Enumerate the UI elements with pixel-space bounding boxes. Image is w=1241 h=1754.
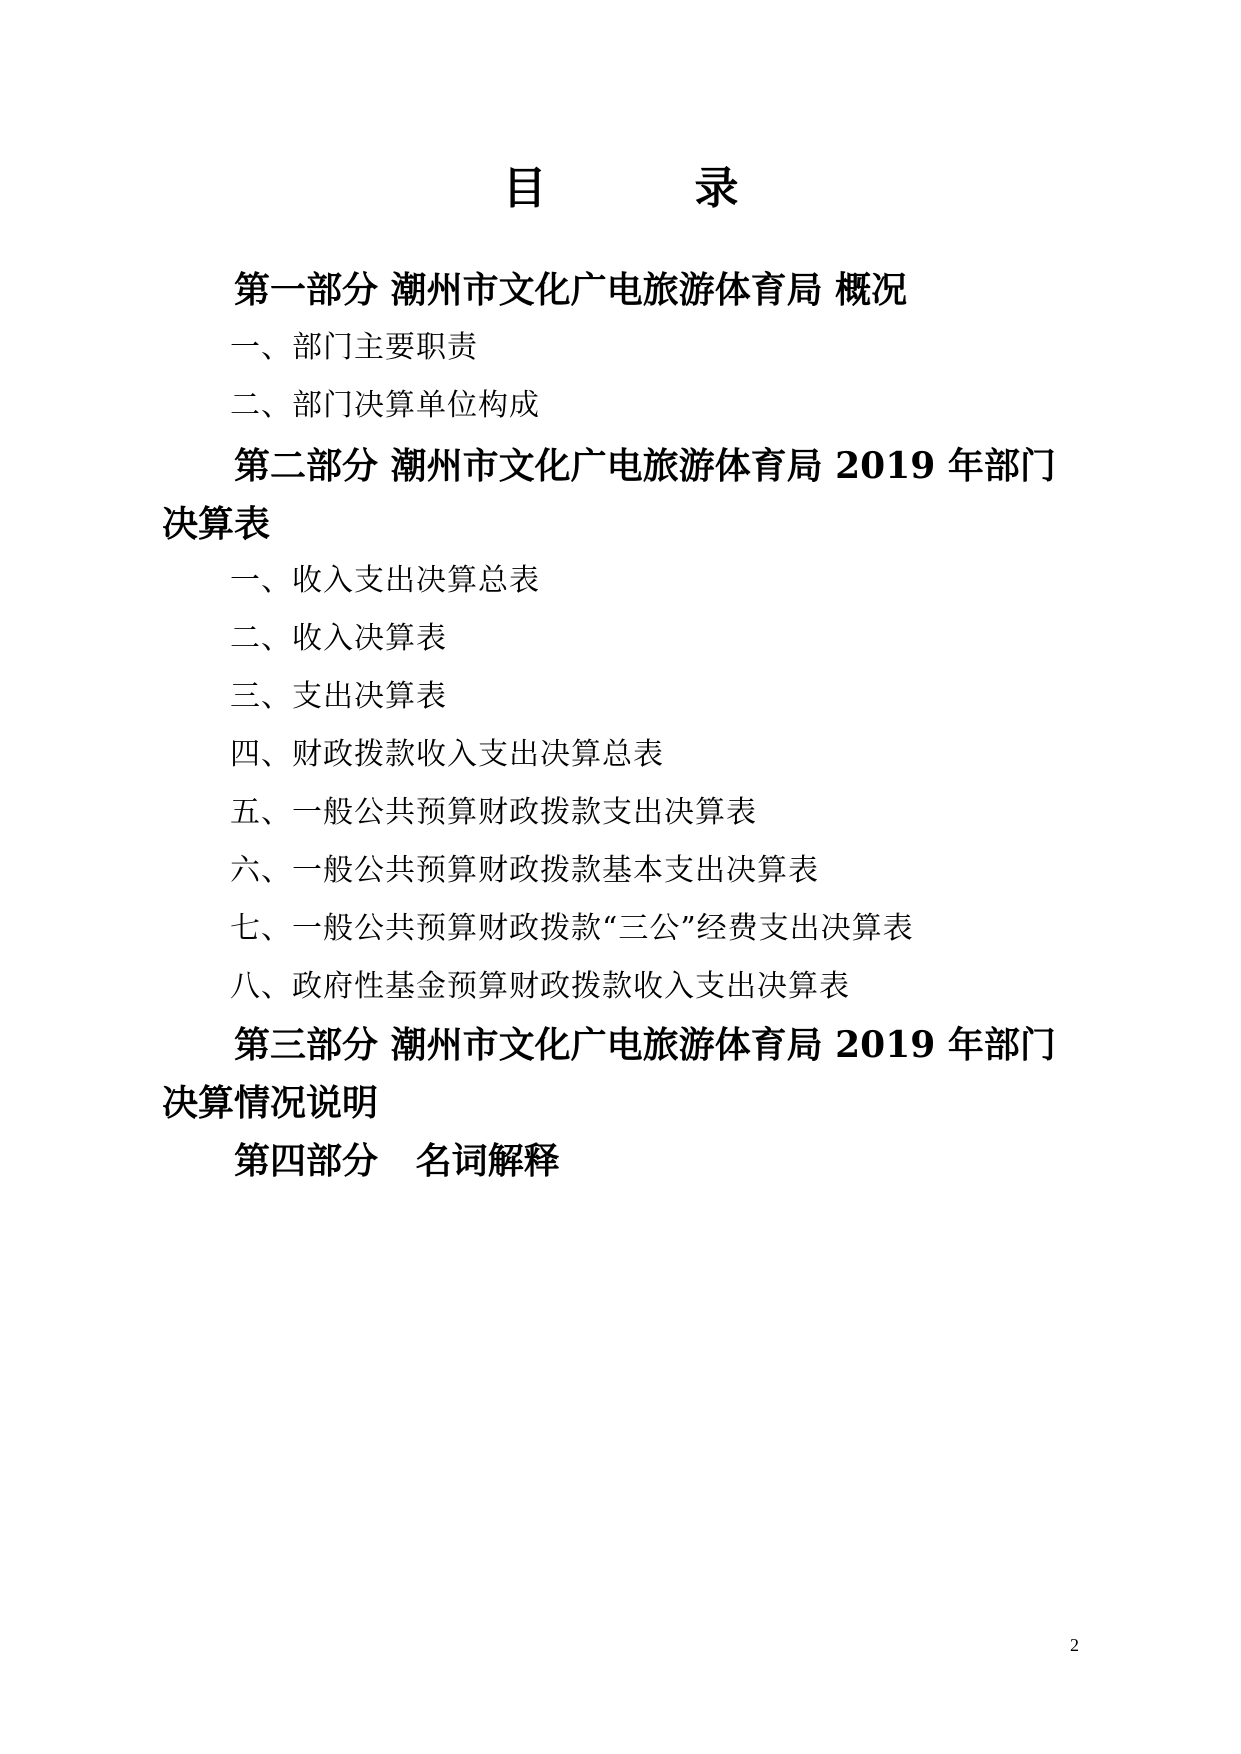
toc-part2-item-5[interactable]: 五、一般公共预算财政拨款支出决算表 — [230, 795, 757, 830]
toc-part1-heading[interactable] — [234, 262, 907, 313]
toc-part1-item-2[interactable]: 二、部门决算单位构成 — [230, 388, 540, 423]
toc-part2-item-3[interactable]: 三、支出决算表 — [230, 679, 447, 714]
toc-part1-title: 潮州市文化广电旅游体育局 概况 — [390, 269, 908, 311]
toc-part2-item-2[interactable]: 二、收入决算表 — [230, 621, 447, 656]
toc-part4-heading[interactable] — [234, 1133, 560, 1184]
toc-part2-item-4[interactable]: 四、财政拨款收入支出决算总表 — [230, 737, 664, 772]
page-number: 2 — [1070, 1635, 1079, 1655]
toc-part4-label: 第四部分 — [234, 1140, 379, 1182]
toc-part2-title-line2[interactable]: 决算表 — [162, 503, 271, 545]
toc-part3-label: 第三部分 — [234, 1024, 379, 1066]
toc-title — [0, 152, 1241, 216]
toc-part2-heading[interactable] — [234, 438, 1056, 489]
toc-part3-heading[interactable] — [234, 1017, 1056, 1068]
toc-part3-title-line1: 潮州市文化广电旅游体育局 2019 年部门 — [390, 1024, 1056, 1066]
toc-part2-item-6[interactable]: 六、一般公共预算财政拨款基本支出决算表 — [230, 853, 819, 888]
toc-part2-item-1[interactable]: 一、收入支出决算总表 — [230, 563, 540, 598]
toc-title-right: 录 — [694, 163, 739, 214]
toc-part2-item-7[interactable]: 七、一般公共预算财政拨款“三公”经费支出决算表 — [230, 911, 914, 946]
toc-part4-title: 名词解释 — [415, 1140, 560, 1182]
toc-title-left: 目 — [502, 163, 547, 214]
toc-part3-title-line2[interactable]: 决算情况说明 — [162, 1082, 379, 1124]
toc-part2-item-8[interactable]: 八、政府性基金预算财政拨款收入支出决算表 — [230, 969, 850, 1004]
toc-part1-label: 第一部分 — [234, 269, 379, 311]
toc-part2-title-line1: 潮州市文化广电旅游体育局 2019 年部门 — [390, 445, 1056, 487]
toc-part2-label: 第二部分 — [234, 445, 379, 487]
toc-part1-item-1[interactable]: 一、部门主要职责 — [230, 330, 478, 365]
